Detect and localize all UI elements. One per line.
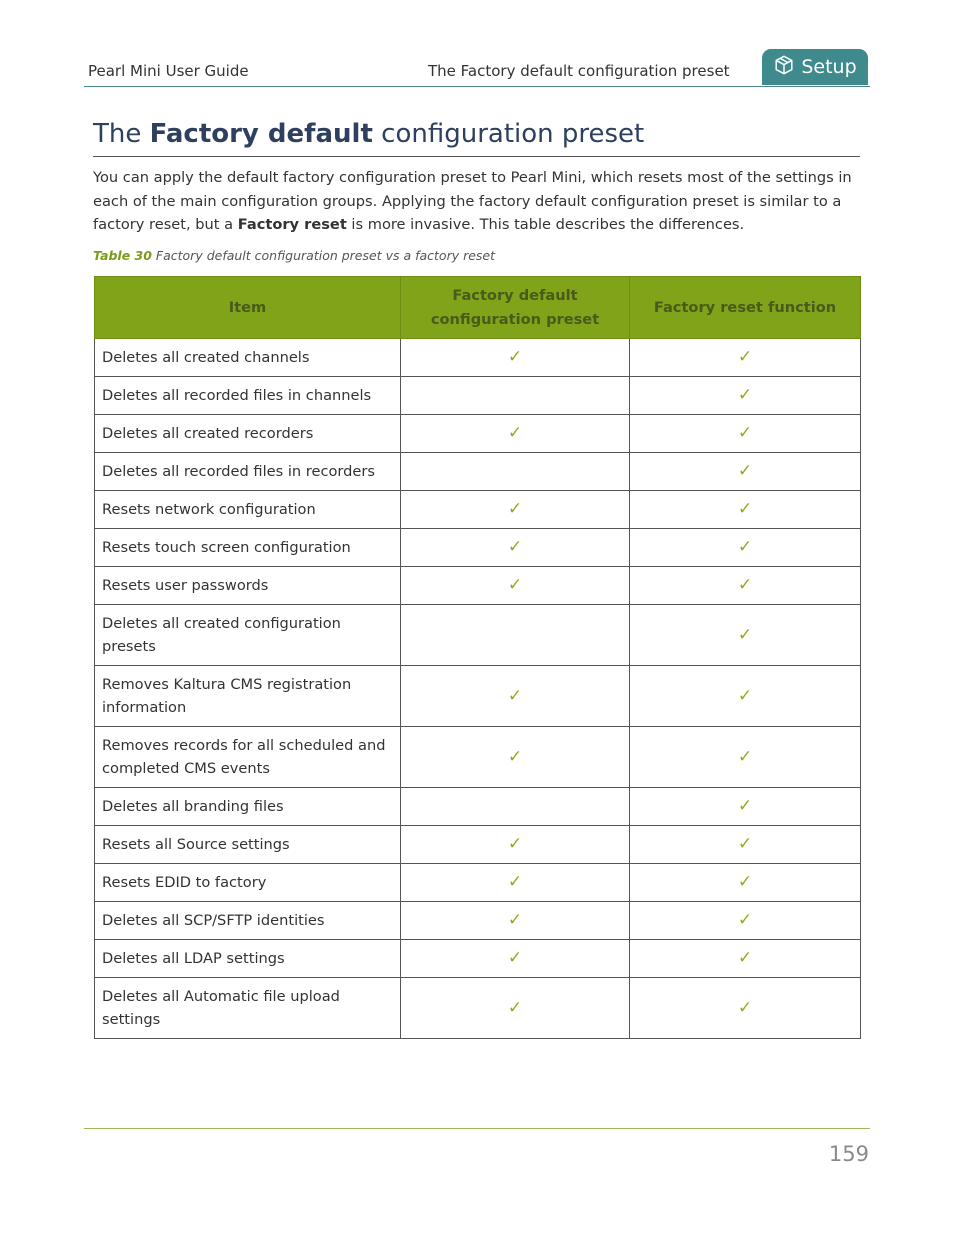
setup-tab-label: Setup xyxy=(801,56,857,78)
title-prefix: The xyxy=(93,119,150,149)
table-row xyxy=(95,826,861,864)
row-preset-cell xyxy=(401,415,630,453)
check-icon: ✓ xyxy=(507,872,523,892)
guide-title: Pearl Mini User Guide xyxy=(88,62,249,80)
check-icon: ✓ xyxy=(737,796,753,816)
intro-text-1: You can apply the default factory configuration preset to Pearl Mini, which resets most of the settings in each of the main configuration groups. Applying the factory default configuration preset is similar to a factory reset, but a xyxy=(93,169,852,233)
row-preset-cell xyxy=(401,666,630,727)
page-title xyxy=(93,116,860,157)
row-reset-cell xyxy=(630,567,861,605)
row-item: Deletes all created channels xyxy=(95,339,401,377)
page-header xyxy=(84,48,870,88)
row-reset-cell xyxy=(630,826,861,864)
table-row xyxy=(95,666,861,727)
check-icon: ✓ xyxy=(737,575,753,595)
check-icon: ✓ xyxy=(737,910,753,930)
check-icon: ✓ xyxy=(507,746,523,767)
row-reset-cell xyxy=(630,940,861,978)
check-icon: ✓ xyxy=(737,385,753,405)
table-row xyxy=(95,940,861,978)
row-preset-cell xyxy=(401,339,630,377)
row-reset-cell xyxy=(630,415,861,453)
row-preset-cell xyxy=(401,377,630,415)
row-reset-cell xyxy=(630,864,861,902)
table-row xyxy=(95,605,861,666)
check-icon: ✓ xyxy=(737,948,753,968)
check-icon: ✓ xyxy=(737,746,753,767)
table-caption-label: Table 30 xyxy=(93,248,152,263)
row-preset-cell xyxy=(401,529,630,567)
intro-bold: Factory reset xyxy=(237,216,347,233)
table-row xyxy=(95,864,861,902)
title-suffix: configuration preset xyxy=(372,119,645,149)
row-reset-cell xyxy=(630,491,861,529)
row-item: Deletes all Automatic file upload settings xyxy=(95,978,401,1039)
row-preset-cell xyxy=(401,567,630,605)
header-reset: Factory reset function xyxy=(630,277,861,339)
table-row xyxy=(95,727,861,788)
row-preset-cell xyxy=(401,940,630,978)
check-icon: ✓ xyxy=(507,423,523,443)
table-row xyxy=(95,902,861,940)
header-item: Item xyxy=(95,277,401,339)
row-item: Removes records for all scheduled and completed CMS events xyxy=(95,727,401,788)
row-item: Deletes all created configuration presets xyxy=(95,605,401,666)
page-number: 159 xyxy=(828,1142,869,1166)
check-icon: ✓ xyxy=(737,997,753,1018)
table-row xyxy=(95,415,861,453)
row-preset-cell xyxy=(401,453,630,491)
row-preset-cell xyxy=(401,978,630,1039)
comparison-table xyxy=(94,276,861,1039)
row-preset-cell xyxy=(401,788,630,826)
row-reset-cell xyxy=(630,788,861,826)
row-reset-cell xyxy=(630,666,861,727)
row-reset-cell xyxy=(630,902,861,940)
check-icon: ✓ xyxy=(507,997,523,1018)
table-row xyxy=(95,339,861,377)
row-item: Resets all Source settings xyxy=(95,826,401,864)
row-item: Deletes all SCP/SFTP identities xyxy=(95,902,401,940)
check-icon: ✓ xyxy=(507,834,523,854)
table-caption-text: Factory default configuration preset vs a factory reset xyxy=(151,248,496,263)
row-reset-cell xyxy=(630,339,861,377)
check-icon: ✓ xyxy=(737,685,753,706)
row-reset-cell xyxy=(630,529,861,567)
intro-paragraph xyxy=(93,166,860,237)
check-icon: ✓ xyxy=(737,537,753,557)
table-caption xyxy=(93,248,495,263)
row-item: Resets network configuration xyxy=(95,491,401,529)
row-preset-cell xyxy=(401,826,630,864)
section-title: The Factory default configuration preset xyxy=(428,62,730,80)
check-icon: ✓ xyxy=(737,423,753,443)
check-icon: ✓ xyxy=(507,948,523,968)
row-item: Deletes all recorded files in channels xyxy=(95,377,401,415)
check-icon: ✓ xyxy=(737,834,753,854)
table-row xyxy=(95,491,861,529)
row-reset-cell xyxy=(630,978,861,1039)
table-row xyxy=(95,453,861,491)
header-rule xyxy=(84,86,870,87)
check-icon: ✓ xyxy=(507,499,523,519)
row-preset-cell xyxy=(401,864,630,902)
table-row xyxy=(95,788,861,826)
row-preset-cell xyxy=(401,491,630,529)
row-reset-cell xyxy=(630,453,861,491)
table-row xyxy=(95,377,861,415)
row-preset-cell xyxy=(401,902,630,940)
row-reset-cell xyxy=(630,605,861,666)
row-item: Removes Kaltura CMS registration information xyxy=(95,666,401,727)
row-item: Deletes all LDAP settings xyxy=(95,940,401,978)
title-bold: Factory default xyxy=(149,119,373,149)
header-preset: Factory default configuration preset xyxy=(401,277,630,339)
setup-tab[interactable] xyxy=(762,49,868,85)
row-item: Resets user passwords xyxy=(95,567,401,605)
row-reset-cell xyxy=(630,727,861,788)
table-body xyxy=(95,339,861,1039)
table-row xyxy=(95,978,861,1039)
check-icon: ✓ xyxy=(507,910,523,930)
row-item: Resets touch screen configuration xyxy=(95,529,401,567)
check-icon: ✓ xyxy=(737,461,753,481)
check-icon: ✓ xyxy=(737,499,753,519)
check-icon: ✓ xyxy=(507,685,523,706)
check-icon: ✓ xyxy=(507,537,523,557)
check-icon: ✓ xyxy=(507,347,523,367)
check-icon: ✓ xyxy=(737,872,753,892)
check-icon: ✓ xyxy=(507,575,523,595)
row-item: Resets EDID to factory xyxy=(95,864,401,902)
row-reset-cell xyxy=(630,377,861,415)
table-header-row xyxy=(95,277,861,339)
row-preset-cell xyxy=(401,605,630,666)
intro-text-2: is more invasive. This table describes the differences. xyxy=(346,216,745,233)
row-item: Deletes all branding files xyxy=(95,788,401,826)
row-preset-cell xyxy=(401,727,630,788)
row-item: Deletes all created recorders xyxy=(95,415,401,453)
check-icon: ✓ xyxy=(737,624,753,645)
table-row xyxy=(95,529,861,567)
footer-rule xyxy=(84,1128,870,1129)
table-row xyxy=(95,567,861,605)
check-icon: ✓ xyxy=(737,347,753,367)
row-item: Deletes all recorded files in recorders xyxy=(95,453,401,491)
cube-icon xyxy=(773,54,795,81)
